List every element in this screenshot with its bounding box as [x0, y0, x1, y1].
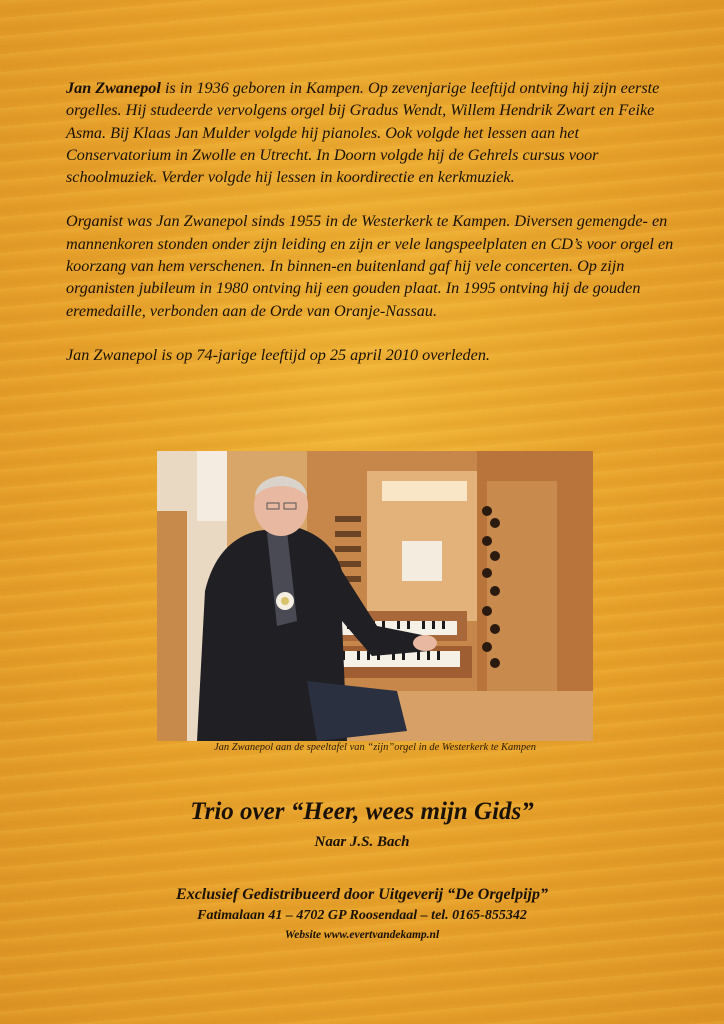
photo-caption: Jan Zwanepol aan de speeltafel van “zijn”orgel in de Westerkerk te Kampen — [213, 742, 537, 753]
website-line: Website www.evertvandekamp.nl — [284, 929, 440, 941]
bio-paragraph-1 — [66, 77, 676, 188]
bio-paragraph-1-text: is in 1936 geboren in Kampen. Op zevenjarige leeftijd ontving hij zijn eerste orgelles. Hij studeerde vervolgens orgel bij Gradus Wendt, Willem Hendrik Zwart en Feike Asma. Bij Klaas Jan Mulder volgde hij pianoles. Ook volgde het lessen aan het Conservatorium in Zwolle en Utrecht. In Doorn volgde hij de Gehrels cursus voor schoolmuziek. Verder volgde hij lessen in koordirectie en kerkmuziek. — [66, 79, 660, 187]
bio-paragraph-2: Organist was Jan Zwanepol sinds 1955 in de Westerkerk te Kampen. Diversen gemengde- en mannenkoren stonden onder zijn leiding en zijn er vele langspeelplaten en CD’s voor orgel en koorzang van hem verschenen. In binnen-en buitenland gaf hij vele concerten. Op zijn organisten jubileum in 1980 ontving hij een gouden plaat. In 1995 ontving hij de gouden eremedaille, verbonden aan de Orde van Oranje-Nassau. — [66, 212, 674, 320]
biography — [66, 77, 676, 388]
bio-paragraph-3: Jan Zwanepol is op 74-jarige leeftijd op 25 april 2010 overleden. — [66, 345, 490, 364]
bio-name: Jan Zwanepol — [66, 79, 161, 97]
distribution-line: Exclusief Gedistribueerd door Uitgeverij “De Orgelpijp” — [176, 886, 548, 903]
piece-subtitle: Naar J.S. Bach — [314, 834, 410, 850]
address-line: Fatimalaan 41 – 4702 GP Roosendaal – tel. 0165-855342 — [197, 908, 527, 923]
piece-title: Trio over “Heer, wees mijn Gids” — [190, 798, 534, 825]
organist-photo — [157, 451, 593, 741]
